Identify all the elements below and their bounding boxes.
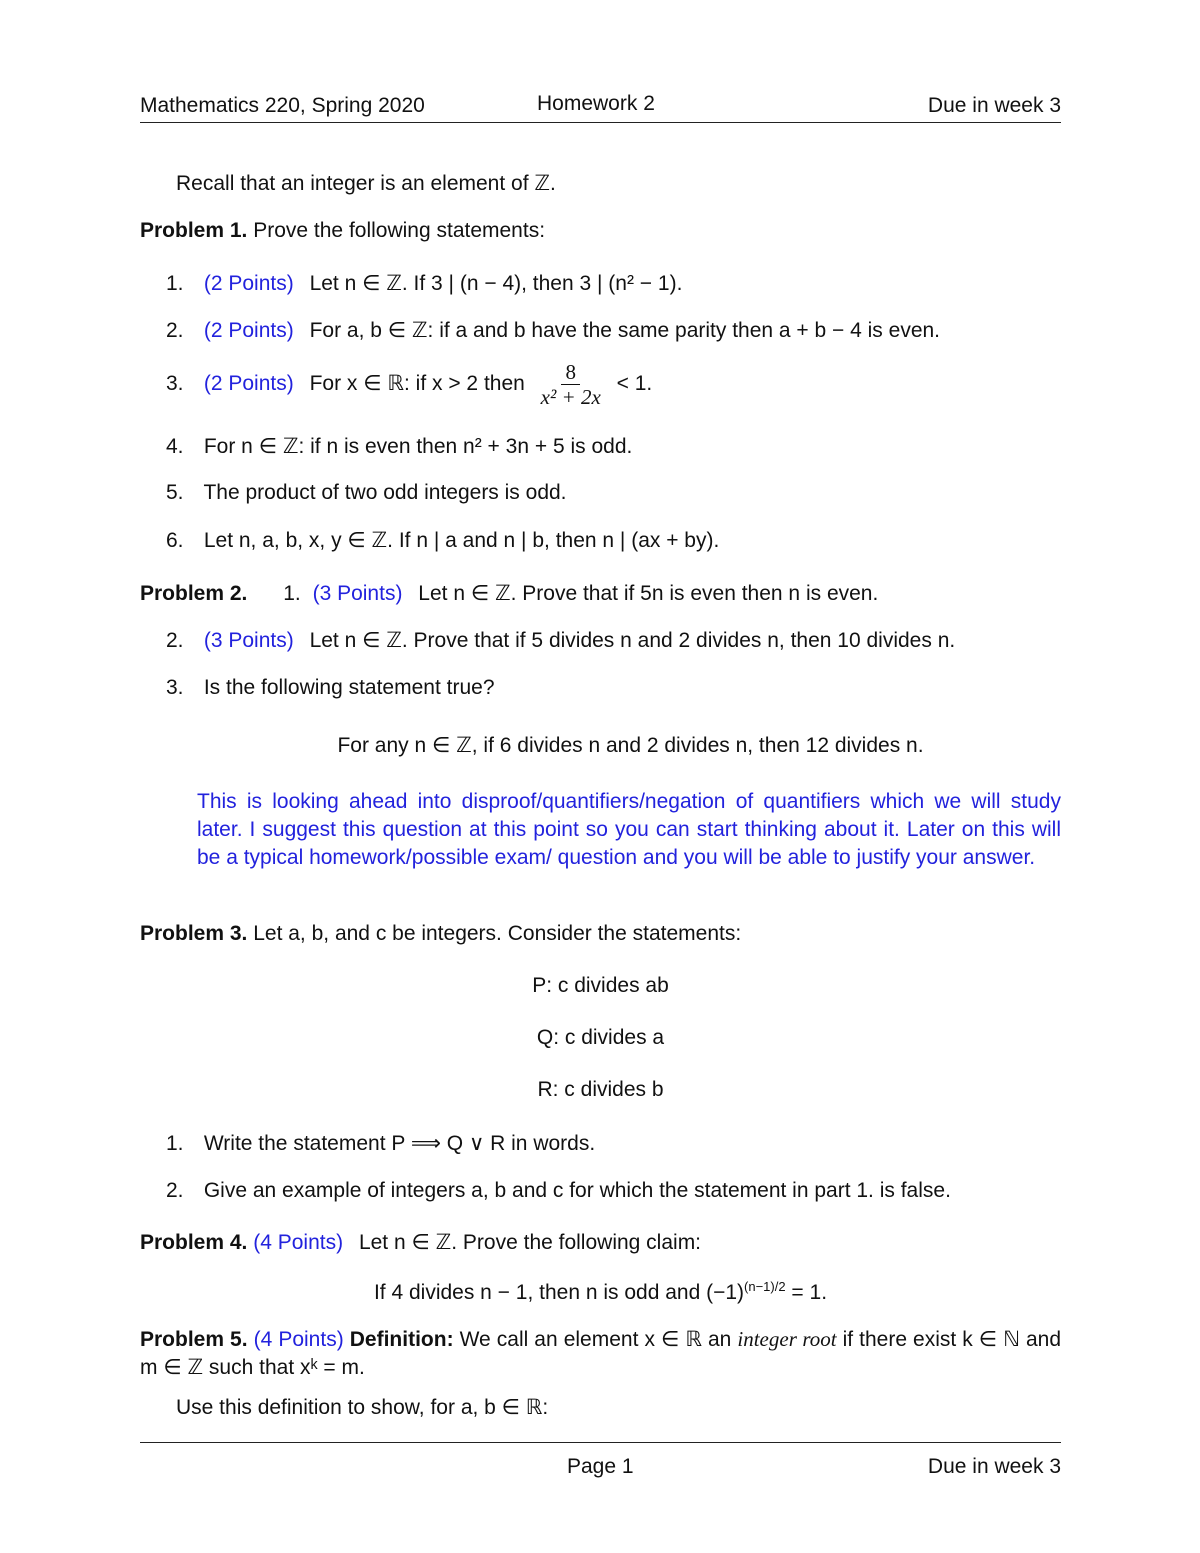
problem-5-heading: Problem 5. (4 Points) Definition: We call an element x ∈ ℝ an integer root if there exist k ∈ ℕ and m ∈ ℤ such that xᵏ = m.: [140, 1327, 1062, 1379]
problem-3-heading: [140, 920, 1061, 948]
list-item: 2. (3 Points) Let n ∈ ℤ. Prove that if 5 divides n and 2 divides n, then 10 divides n.: [166, 629, 956, 652]
problem-label: Problem 1.: [140, 219, 248, 242]
points-label: (4 Points): [253, 1231, 344, 1254]
list-item: 1. Write the statement P ⟹ Q ∨ R in words.: [166, 1132, 596, 1155]
problem-5-followup: Use this definition to show, for a, b ∈ ℝ:: [176, 1396, 549, 1419]
list-item: 3. Is the following statement true?: [166, 676, 495, 699]
document-page: [140, 0, 1061, 1553]
definition-label: Definition:: [349, 1328, 454, 1351]
problem-1-heading: [140, 217, 1061, 245]
statement-display: For any n ∈ ℤ, if 6 divides n and 2 divides n, then 12 divides n.: [337, 734, 924, 757]
problem-text: Prove the following statements:: [253, 219, 546, 242]
points-label: (2 Points): [203, 319, 294, 342]
points-label: (4 Points): [253, 1328, 344, 1351]
problem-4-heading: Problem 4. (4 Points) Let n ∈ ℤ. Prove the following claim:: [140, 1231, 702, 1254]
problem-label: Problem 3.: [140, 922, 248, 945]
points-label: (3 Points): [203, 629, 294, 652]
list-item: 2. (2 Points) For a, b ∈ ℤ: if a and b have the same parity then a + b − 4 is even.: [166, 319, 941, 342]
defined-term: integer root: [737, 1327, 837, 1351]
footer-due-date: Due in week 3: [927, 1455, 1061, 1478]
points-label: (2 Points): [203, 372, 294, 396]
statement-p: P: c divides ab: [532, 974, 669, 997]
problem-label: Problem 4.: [140, 1231, 248, 1254]
list-item: 4. For n ∈ ℤ: if n is even then n² + 3n + 5 is odd.: [166, 435, 633, 458]
exponent: (n−1)/2: [744, 1279, 786, 1294]
points-label: (2 Points): [203, 272, 294, 295]
problem-text: Let a, b, and c be integers. Consider the statements:: [253, 922, 742, 945]
points-label: (3 Points): [312, 582, 403, 605]
page-header: [140, 92, 1061, 123]
problem-label: Problem 5.: [140, 1328, 248, 1351]
claim-display: If 4 divides n − 1, then n is odd and $(-1)^{(n-1)/2} = 1$.: [373, 1279, 828, 1304]
problem-label: Problem 2.: [140, 582, 248, 605]
due-date: Due in week 3: [927, 93, 1061, 117]
fraction: $\frac{8}{\text{x² + 2x}}$: [540, 360, 601, 410]
list-item: 6. Let n, a, b, x, y ∈ ℤ. If n | a and n | b, then n | (ax + by).: [166, 529, 720, 552]
page-number: Page 1: [567, 1455, 634, 1478]
homework-title: Homework 2: [537, 91, 655, 115]
list-item: 2. Give an example of integers a, b and c for which the statement in part 1. is false.: [166, 1179, 951, 1202]
page-footer: [140, 1442, 1061, 1483]
statement-r: R: c divides b: [537, 1078, 664, 1101]
intro-text: Recall that an integer is an element of ℤ.: [176, 172, 556, 195]
problem-2-heading: Problem 2. 1. (3 Points) Let n ∈ ℤ. Prove that if 5n is even then n is even.: [140, 582, 879, 605]
instructor-note: This is looking ahead into disproof/quantifiers/negation of quantifiers which we will study later. I suggest this question at this point so you can start thinking about it. Later on this will be a typical homework/possible exam/ question and you will be able to justify your answer.: [197, 790, 1061, 869]
list-item: 1. (2 Points) Let n ∈ ℤ. If 3 | (n − 4), then 3 | (n² − 1).: [166, 272, 683, 295]
list-item: 5. The product of two odd integers is odd.: [166, 481, 567, 504]
course-name: Mathematics 220, Spring 2020: [140, 93, 425, 117]
list-item: 3. (2 Points) For x ∈ ℝ: if x > 2 then $\frac{8}{\text{x² + 2x}}$ < 1.: [166, 360, 653, 410]
statement-q: Q: c divides a: [536, 1026, 665, 1049]
